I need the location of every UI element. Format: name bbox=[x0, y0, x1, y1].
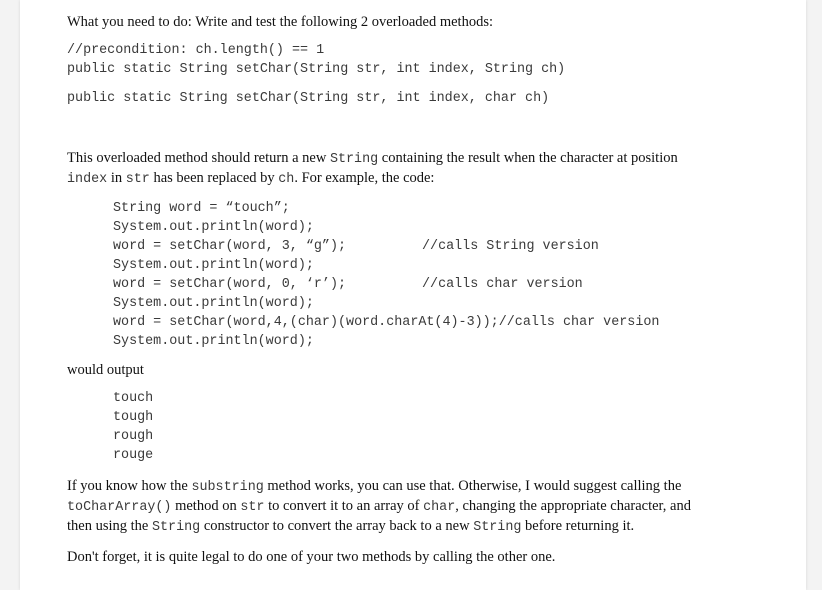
would-output-label: would output bbox=[67, 362, 144, 378]
description-line-1 bbox=[67, 148, 678, 170]
description-text: containing the result when the character at position bbox=[378, 150, 678, 166]
description-text: has been replaced by bbox=[149, 170, 279, 186]
suggestion-text: method on bbox=[171, 498, 241, 514]
suggestion-text: method works, you can use that. Otherwise, I would suggest calling the bbox=[263, 478, 682, 494]
description-text: . For example, the code: bbox=[294, 170, 435, 186]
suggestion-text: , changing the appropriate character, and bbox=[455, 498, 691, 514]
inline-code: String bbox=[329, 152, 379, 167]
suggestion-line-2 bbox=[67, 496, 691, 518]
code-line: System.out.println(word); bbox=[113, 296, 314, 311]
code-comment: //calls String version bbox=[422, 239, 599, 254]
inline-code: index bbox=[67, 172, 108, 187]
output-line: rouge bbox=[113, 448, 154, 463]
description-text: This overloaded method should return a new bbox=[67, 150, 330, 166]
output-line: rough bbox=[113, 429, 154, 444]
code-line: word = setChar(word,4,(char)(word.charAt(4)-3));//calls char version bbox=[113, 315, 660, 330]
document-page bbox=[20, 0, 806, 590]
final-note: Don't forget, it is quite legal to do one of your two methods by calling the other one. bbox=[67, 549, 556, 565]
description-line-2 bbox=[67, 168, 434, 190]
inline-code: ch bbox=[278, 172, 295, 187]
inline-code: str bbox=[125, 172, 150, 187]
suggestion-text: then using the bbox=[67, 518, 152, 534]
inline-code: str bbox=[240, 500, 265, 515]
suggestion-line-1 bbox=[67, 476, 681, 498]
inline-code: String bbox=[473, 520, 522, 535]
suggestion-text: constructor to convert the array back to a new bbox=[200, 518, 474, 534]
output-line: tough bbox=[113, 410, 154, 425]
suggestion-line-3 bbox=[67, 516, 634, 538]
suggestion-text: before returning it. bbox=[521, 518, 635, 534]
inline-code: char bbox=[423, 500, 456, 515]
inline-code: toCharArray() bbox=[67, 500, 172, 515]
code-line: word = setChar(word, 0, ‘r’); bbox=[113, 277, 347, 292]
precondition-comment: //precondition: ch.length() == 1 bbox=[67, 43, 325, 58]
suggestion-text: If you know how the bbox=[67, 478, 192, 494]
code-line: String word = “touch”; bbox=[113, 201, 290, 216]
suggestion-text: to convert it to an array of bbox=[264, 498, 424, 514]
inline-code: substring bbox=[191, 480, 264, 495]
signature-char-version: public static String setChar(String str, int index, char ch) bbox=[67, 91, 550, 106]
code-line: word = setChar(word, 3, “g”); bbox=[113, 239, 347, 254]
signature-string-version: public static String setChar(String str, int index, String ch) bbox=[67, 62, 566, 77]
code-comment: //calls char version bbox=[422, 277, 583, 292]
code-line: System.out.println(word); bbox=[113, 334, 314, 349]
output-line: touch bbox=[113, 391, 154, 406]
code-line: System.out.println(word); bbox=[113, 220, 314, 235]
code-line: System.out.println(word); bbox=[113, 258, 314, 273]
description-text: in bbox=[107, 170, 126, 186]
inline-code: String bbox=[151, 520, 201, 535]
heading: What you need to do: Write and test the following 2 overloaded methods: bbox=[67, 14, 493, 30]
